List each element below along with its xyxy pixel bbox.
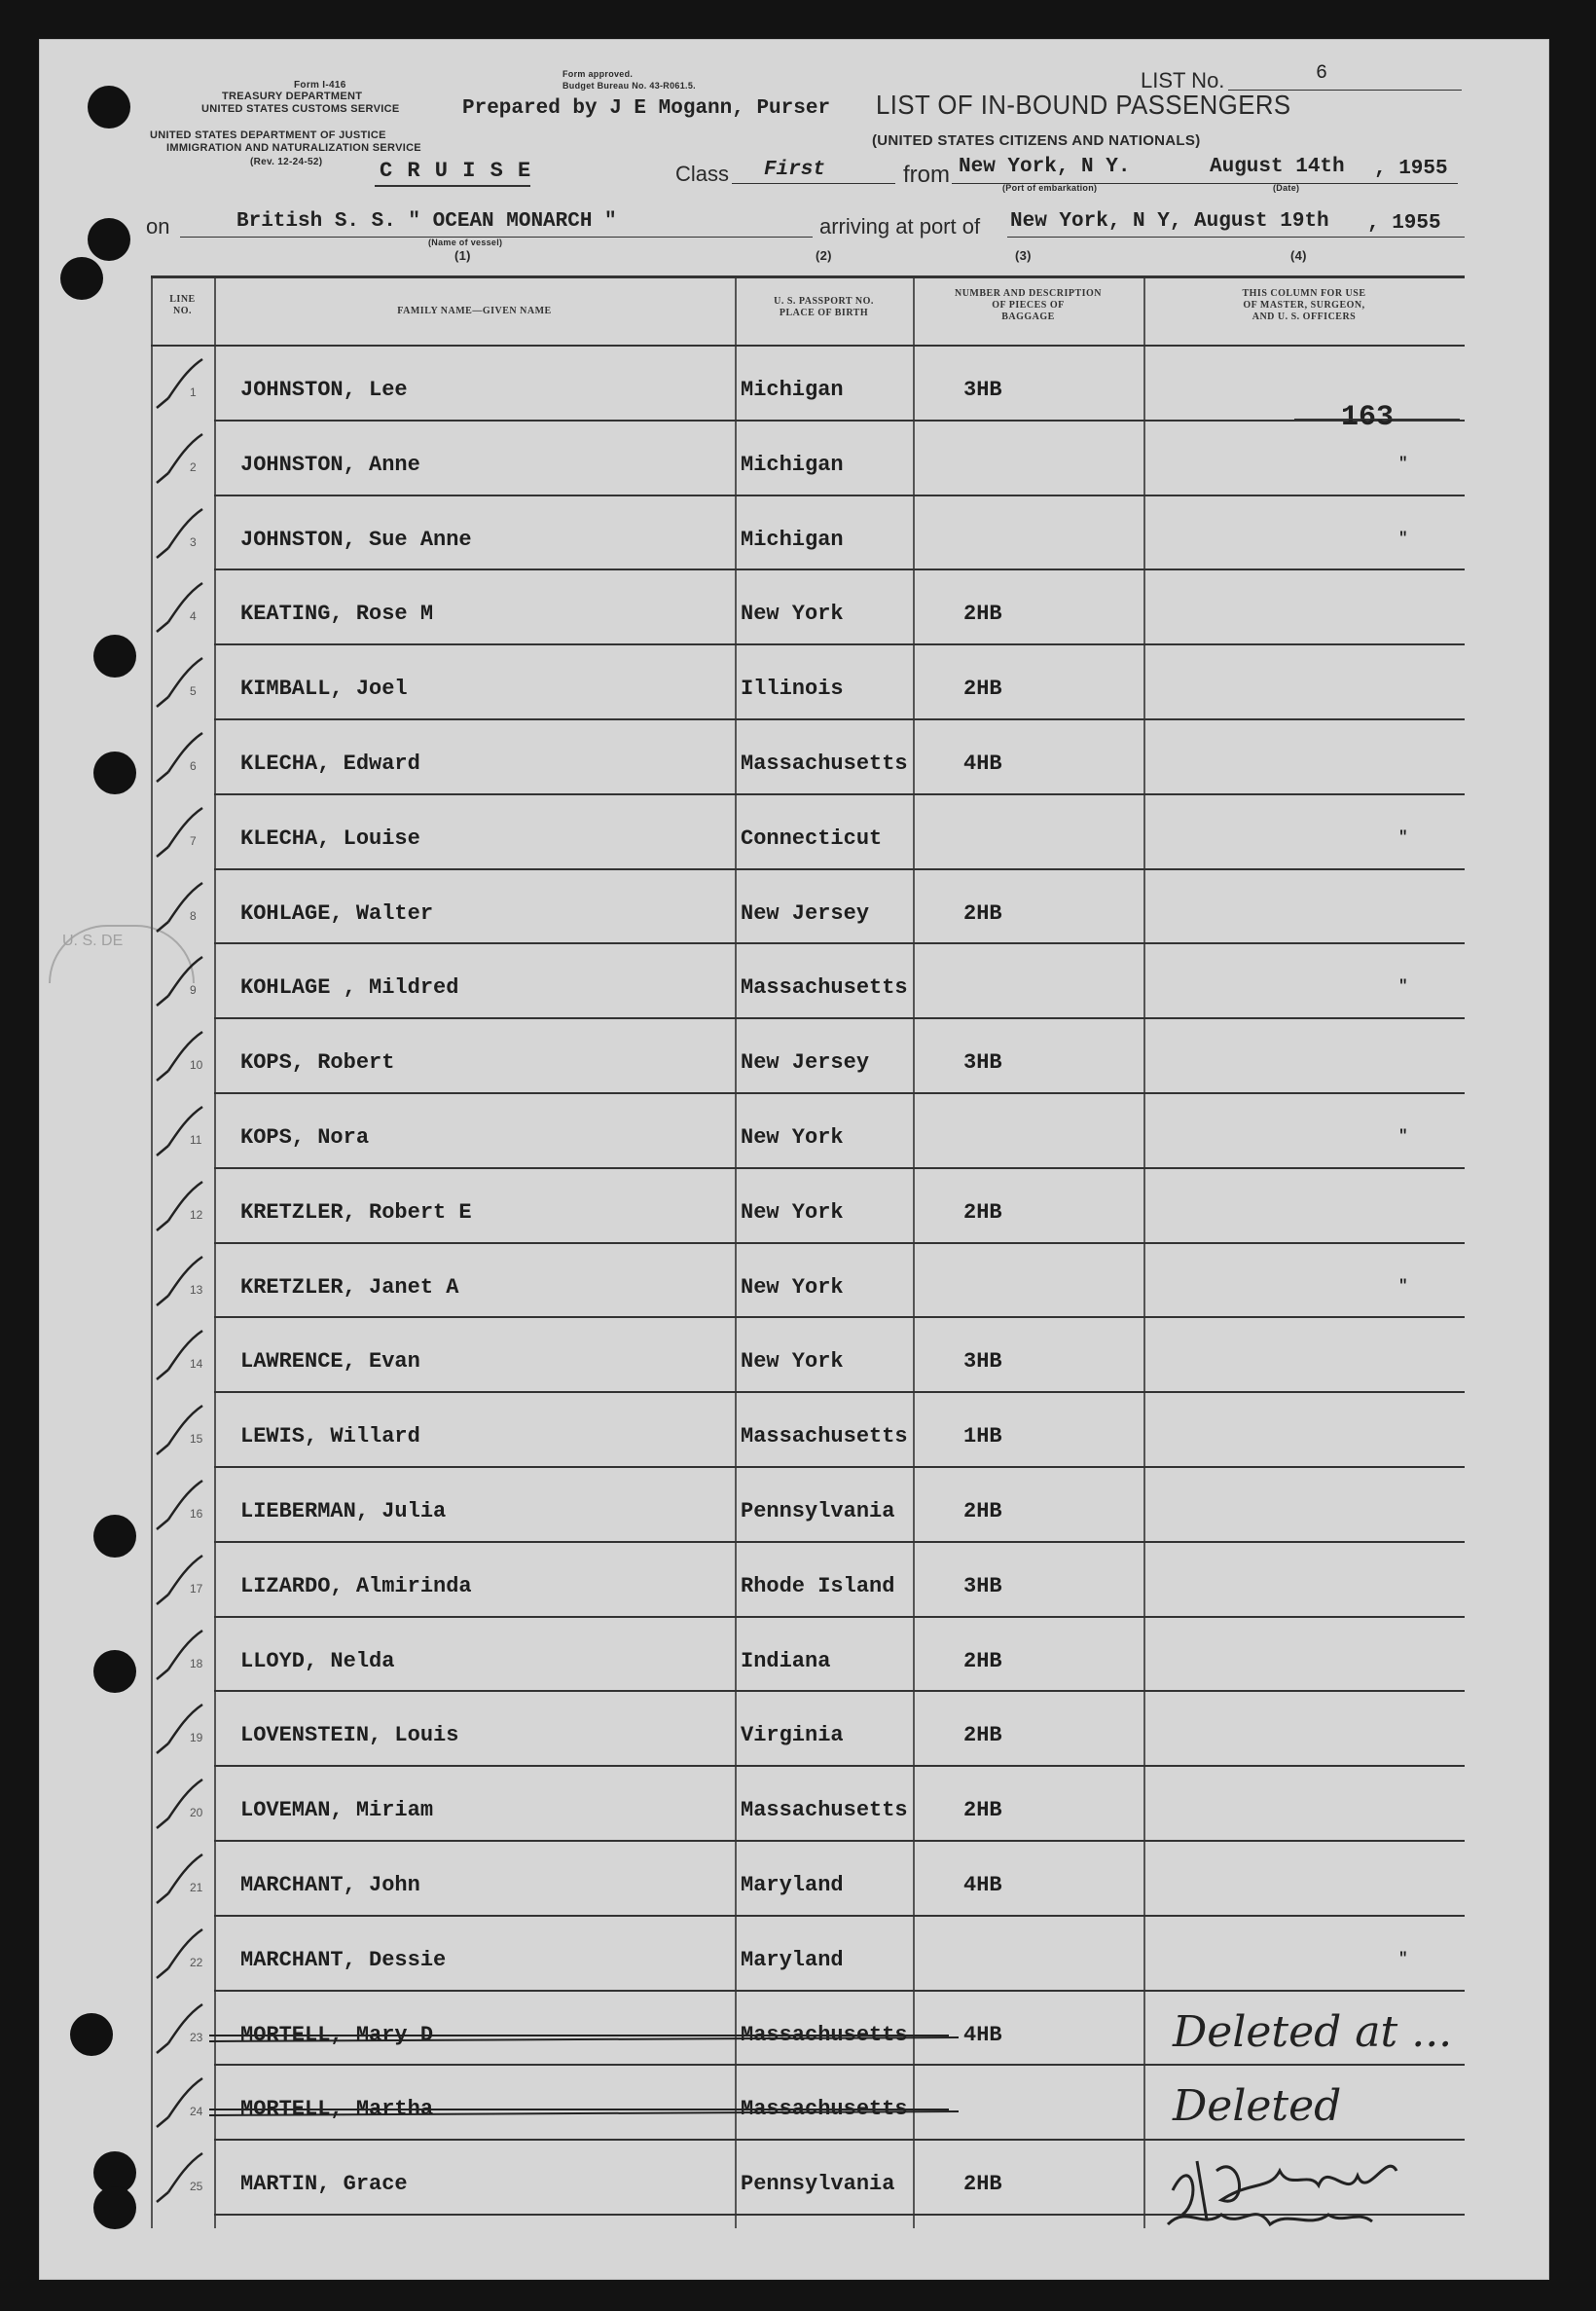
row-rule [214,569,1465,570]
check-mark [149,1626,207,1694]
treasury-label: TREASURY DEPARTMENT [222,91,363,102]
line-number: 3 [190,534,197,549]
row-rule [214,420,1465,422]
check-mark [149,1925,207,1993]
officer-remark: " [1398,1127,1408,1145]
column-number: (2) [816,248,832,263]
row-rule [214,1765,1465,1767]
line-number: 22 [190,1955,203,1969]
check-mark [149,1027,207,1095]
place-of-birth: Massachusetts [741,1798,908,1823]
passenger-name: KRETZLER, Janet A [240,1274,459,1300]
punch-hole [60,257,103,300]
on-label: on [146,214,170,238]
passenger-name: LEWIS, Willard [240,1424,420,1449]
passenger-name: KOPS, Robert [240,1050,395,1076]
baggage: 3HB [963,1573,1002,1598]
row-rule [214,2064,1465,2066]
line-number: 14 [190,1357,203,1372]
form-number: Form I-416 [294,80,346,91]
row-rule [214,1541,1465,1543]
passenger-name: LOVENSTEIN, Louis [240,1723,459,1748]
row-rule [214,1092,1465,1094]
column-number: (4) [1290,248,1307,263]
place-of-birth: New York [741,1349,844,1375]
check-mark [149,1326,207,1394]
row-rule [214,793,1465,795]
check-mark [149,1850,207,1918]
place-of-birth: Michigan [741,452,844,477]
place-of-birth: Maryland [741,1873,844,1897]
place-of-birth: New York [741,1274,844,1300]
place-of-birth: New York [741,1199,844,1225]
check-mark [149,1775,207,1843]
check-mark [149,1700,207,1768]
from-date: August 14th [1210,156,1345,178]
line-number: 21 [190,1881,203,1894]
passenger-name: LIEBERMAN, Julia [240,1499,447,1523]
revision-label: (Rev. 12-24-52) [250,157,323,167]
place-of-birth: Massachusetts [741,2097,908,2122]
row-rule [214,1017,1465,1019]
line-number: 7 [190,833,197,848]
punch-hole [93,635,136,678]
passenger-name: KOHLAGE , Mildred [240,975,459,1001]
baggage: 3HB [963,1050,1002,1076]
passenger-name: KIMBALL, Joel [240,677,408,702]
place-of-birth: New York [741,602,844,627]
row-rule [214,868,1465,870]
passenger-name: KLECHA, Edward [240,752,420,776]
line-number: 6 [190,759,197,773]
line-number: 19 [190,1731,203,1745]
place-of-birth: New Jersey [741,1050,870,1076]
arrival-year: , 1955 [1367,212,1441,235]
row-rule [214,1690,1465,1692]
place-of-birth: Michigan [741,378,844,402]
check-mark [149,952,207,1020]
line-number: 23 [190,2030,203,2044]
place-of-birth: Massachusetts [741,1424,908,1449]
from-port: New York, N Y. [959,156,1131,178]
baggage: 2HB [963,2172,1002,2197]
row-rule [214,718,1465,720]
place-of-birth: Illinois [741,677,844,702]
passenger-name: LOVEMAN, Miriam [240,1798,434,1823]
place-of-birth: Rhode Island [741,1573,895,1598]
baggage: 1HB [963,1424,1002,1449]
column-divider [735,278,737,2228]
line-number: 17 [190,1581,203,1596]
arrival-underline [1007,237,1465,238]
place-of-birth: Pennsylvania [741,2172,895,2197]
officer-remark: " [1398,827,1408,846]
check-mark [149,1551,207,1619]
place-of-birth: Pennsylvania [741,1499,895,1523]
row-rule [214,1316,1465,1318]
strike-through [209,2035,949,2036]
row-rule [214,1466,1465,1468]
class-underline [732,183,895,184]
check-mark [149,878,207,946]
column-divider [1143,278,1145,2228]
baggage: 2HB [963,1648,1002,1673]
passenger-name: KLECHA, Louise [240,825,420,851]
row-rule [214,942,1465,944]
check-mark [149,354,207,422]
officer-remark: Deleted at ... [1173,2006,1453,2057]
row-rule [214,643,1465,645]
cruise-underline [375,185,530,187]
class-value: First [764,159,826,181]
line-number: 5 [190,684,197,699]
check-mark [149,429,207,497]
punch-hole [93,2186,136,2229]
count-note: 163 [1341,401,1395,434]
check-mark [149,728,207,796]
line-number: 2 [190,459,197,474]
from-label: from [903,162,950,188]
class-label: Class [675,162,730,186]
line-number: 20 [190,1806,203,1820]
row-rule [214,1391,1465,1393]
place-of-birth: Massachusetts [741,752,908,776]
date-caption: (Date) [1273,183,1300,193]
manifest-title: LIST OF IN-BOUND PASSENGERS [876,90,1291,120]
passenger-name: MARCHANT, John [240,1873,420,1897]
cruise-label: C R U I S E [380,159,532,183]
place-of-birth: Maryland [741,1947,844,1972]
check-mark [149,1999,207,2068]
passenger-name: KOPS, Nora [240,1125,370,1150]
count-note-underline [1294,419,1460,420]
baggage: 2HB [963,677,1002,702]
officer-remark: " [1398,977,1408,996]
column-number: (1) [454,248,471,263]
passenger-name: MORTELL, Martha [240,2097,434,2122]
line-number: 13 [190,1282,203,1297]
passenger-table [151,275,1465,2228]
line-number: 16 [190,1507,203,1521]
header-line-no: LINE NO. [169,294,196,316]
passenger-name: KEATING, Rose M [240,602,434,627]
place-of-birth: New York [741,1125,844,1150]
row-rule [214,1840,1465,1842]
check-mark [149,578,207,646]
baggage: 3HB [963,1349,1002,1375]
check-mark [149,1476,207,1544]
header-name: FAMILY NAME—GIVEN NAME [397,306,552,316]
place-of-birth: Virginia [741,1723,844,1748]
punch-hole [88,218,130,261]
header-baggage: NUMBER AND DESCRIPTION OF PIECES OF BAGGAGE [954,288,1102,322]
officer-remark: " [1398,1949,1408,1967]
column-divider [913,278,915,2228]
header-rule [151,345,1465,347]
from-port-caption: (Port of embarkation) [1002,183,1098,193]
line-number: 9 [190,983,197,998]
check-mark [149,653,207,721]
faded-stamp: U. S. DE [49,925,195,983]
baggage: 4HB [963,1873,1002,1897]
row-rule [214,1990,1465,1992]
line-number: 15 [190,1432,203,1447]
punch-hole [93,1650,136,1693]
header-passport: U. S. PASSPORT NO. PLACE OF BIRTH [774,296,874,318]
arrival-value: New York, N Y, August 19th [1010,210,1329,233]
baggage: 2HB [963,1499,1002,1523]
punch-hole [93,1515,136,1558]
row-rule [214,1167,1465,1169]
line-number: 8 [190,908,197,923]
from-year: , 1955 [1374,158,1448,180]
passenger-name: JOHNSTON, Sue Anne [240,527,472,552]
budget-label: Budget Bureau No. 43-R061.5. [562,81,696,91]
header-officers: THIS COLUMN FOR USE OF MASTER, SURGEON, AND U. S. OFFICERS [1242,288,1366,322]
check-mark [149,1177,207,1245]
place-of-birth: Connecticut [741,825,883,851]
punch-hole [88,86,130,128]
passenger-name: JOHNSTON, Lee [240,378,408,402]
place-of-birth: Indiana [741,1648,831,1673]
passenger-name: LIZARDO, Almirinda [240,1573,472,1598]
passenger-name: MORTELL, Mary D [240,2022,434,2047]
passenger-name: MARTIN, Grace [240,2172,408,2197]
baggage: 4HB [963,752,1002,776]
punch-hole [93,752,136,794]
arriving-label: arriving at port of [819,214,981,238]
customs-label: UNITED STATES CUSTOMS SERVICE [201,103,400,115]
handwritten-signature [1163,2132,1455,2239]
check-mark [149,803,207,871]
passenger-name: MARCHANT, Dessie [240,1947,447,1972]
baggage: 2HB [963,1199,1002,1225]
check-mark [149,2073,207,2142]
row-rule [214,1242,1465,1244]
baggage: 2HB [963,1798,1002,1823]
officer-remark: " [1398,1276,1408,1295]
baggage: 2HB [963,900,1002,926]
line-number: 11 [190,1133,202,1147]
officer-remark: " [1398,454,1408,472]
passenger-name: JOHNSTON, Anne [240,452,420,477]
prepared-by: Prepared by J E Mogann, Purser [462,97,831,120]
ins-label: IMMIGRATION AND NATURALIZATION SERVICE [166,142,421,154]
baggage: 2HB [963,1723,1002,1748]
passenger-name: KOHLAGE, Walter [240,900,434,926]
place-of-birth: New Jersey [741,900,870,926]
line-number: 25 [190,2180,203,2194]
row-rule [214,495,1465,496]
line-number: 12 [190,1207,203,1222]
check-mark [149,1102,207,1170]
officer-remark: " [1398,529,1408,547]
check-mark [149,1252,207,1320]
place-of-birth: Massachusetts [741,2022,908,2047]
place-of-birth: Massachusetts [741,975,908,1001]
baggage: 2HB [963,602,1002,627]
line-number: 10 [190,1058,203,1073]
check-mark [149,504,207,572]
passenger-name: LAWRENCE, Evan [240,1349,420,1375]
row-rule [214,1915,1465,1917]
check-mark [149,1401,207,1469]
passenger-name: LLOYD, Nelda [240,1648,395,1673]
vessel-caption: (Name of vessel) [428,238,503,247]
line-number: 1 [190,385,197,399]
list-no-label: LIST No. [1141,68,1225,92]
vessel-name: British S. S. " OCEAN MONARCH " [236,210,617,233]
manifest-subtitle: (UNITED STATES CITIZENS AND NATIONALS) [872,132,1201,149]
line-number: 4 [190,609,197,624]
passenger-name: KRETZLER, Robert E [240,1199,472,1225]
officer-remark: Deleted [1173,2081,1342,2132]
list-no-value: 6 [1316,62,1328,85]
line-number: 18 [190,1656,203,1670]
column-divider [214,278,216,2228]
column-number: (3) [1015,248,1032,263]
baggage: 4HB [963,2022,1002,2047]
justice-label: UNITED STATES DEPARTMENT OF JUSTICE [150,129,386,141]
place-of-birth: Michigan [741,527,844,552]
punch-hole [70,2013,113,2056]
baggage: 3HB [963,378,1002,402]
check-mark [149,2148,207,2217]
approval-label: Form approved. [562,69,634,79]
row-rule [214,1616,1465,1618]
line-number: 24 [190,2105,203,2119]
